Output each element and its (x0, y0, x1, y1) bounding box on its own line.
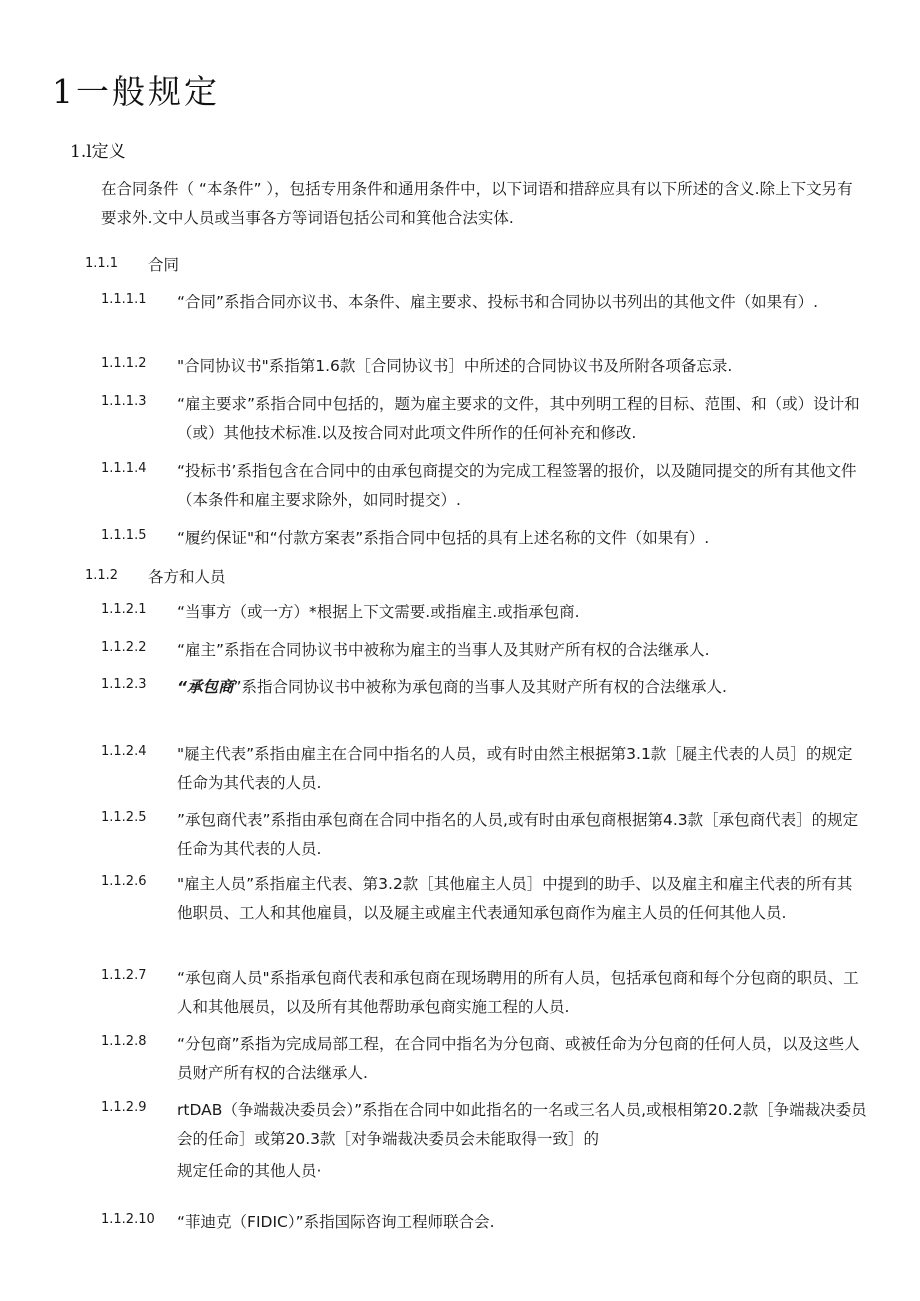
subsection-title: 各方和人员 (148, 568, 226, 586)
item-number: 1.1.1.2 (101, 356, 147, 371)
item-text: "合同协议书"系指第1.6款［合同协议书］中所述的合同协议书及所附各项备忘录. (177, 357, 733, 375)
item-number: 1.1.2.2 (101, 640, 147, 655)
item-text: “分包商”系指为完成局部工程，在合同中指名为分包商、或被任命为分包商的任何人员，以及这些人员财产所有权的合法继承人. (177, 1035, 860, 1082)
intro-paragraph: 在合同条件（ “本条件” ），包括专用条件和通用条件中，以下词语和措辞应具有以下所述的含义.除上下文另有要求外.文中人员或当事各方等词语包括公司和箕他合法实体. (101, 180, 853, 227)
item-number: 1.1.2.1 (101, 602, 147, 617)
subsection-number: 1.1.1 (85, 256, 119, 271)
item-number: 1.1.2.8 (101, 1034, 147, 1049)
item-text: "雇主人员”系指雇主代表、第3.2款［其他雇主人员］中提到的助手、以及雇主和雇主代表的所有其他职员、工人和其他雇員，以及屣主或雇主代表通知承包商作为雇主人员的任何其他人员. (177, 875, 853, 922)
item-emphasis: “承包商 (177, 678, 234, 696)
item-text: “投标书’系指包含在合同中的由承包商提交的为完成工程签署的报价，以及随同提交的所有其他文件（本条件和雇主要求除外，如同时提交）. (177, 462, 857, 509)
item-number: 1.1.1.4 (101, 461, 147, 476)
item-number: 1.1.2.10 (101, 1212, 155, 1227)
item-number: 1.1.2.5 (101, 810, 147, 825)
section-heading: 1.l定义 (70, 142, 126, 162)
item-number: 1.1.2.9 (101, 1100, 147, 1115)
chapter-heading: 1一般规定 (52, 72, 220, 111)
item-number: 1.1.1.3 (101, 394, 147, 409)
item-text-rest: ”系指合同协议书中被称为承包商的当事人及其财产所有权的合法继承人. (233, 678, 727, 696)
item-text: “履约保证"和“付款方案表”系指合同中包括的具有上述名称的文件（如果有）. (177, 529, 710, 547)
item-number: 1.1.2.7 (101, 968, 147, 983)
item-text: “合同”系指合同亦议书、本条件、雇主要求、投标书和合同协以书列出的其他文件（如果有）. (177, 293, 818, 311)
subsection-number: 1.1.2 (85, 568, 119, 583)
item-text: ”承包商代表”系指由承包商在合同中指名的人员,或有时由承包商根据第4.3款［承包商代表］的规定任命为其代表的人员. (177, 811, 859, 858)
item-number: 1.1.2.4 (101, 744, 147, 759)
item-text: "屣主代表”系指由雇主在合同中指名的人员，或有时由然主根据第3.1款［屣主代表的人员］的规定任命为其代表的人员. (177, 745, 853, 792)
item-text: “雇主”系指在合同协议书中被称为雇主的当事人及其财产所有权的合法继承人. (177, 641, 710, 659)
item-text (177, 673, 777, 702)
item-text: “雇主要求”系指合同中包括的，题为雇主要求的文件，其中列明工程的目标、范围、和（或）设计和（或）其他技术标准.以及按合同对此项文件所作的任何补充和修改. (177, 395, 860, 442)
item-text: “承包商人员"系指承包商代表和承包商在现场聘用的所有人员，包括承包商和每个分包商的职员、工人和其他展员，以及所有其他帮助承包商实施工程的人员. (177, 969, 859, 1016)
item-number: 1.1.1.1 (101, 292, 147, 307)
item-text: rtDAB（争端裁决委员会）”系指在合同中如此指名的一名或三名人员,或根相第20.2款［争端裁决委员会的任命］或第20.3款［对争端裁决委员会未能取得一致］的 (177, 1101, 867, 1148)
item-number: 1.1.2.6 (101, 874, 147, 889)
item-text-continued: 规定任命的其他人员· (177, 1162, 322, 1180)
item-text: “菲迪克（FIDIC）”系指国际咨询工程师联合会. (177, 1213, 495, 1231)
item-text: “当事方（或一方）*根据上下文需要.或指雇主.或指承包商. (177, 603, 580, 621)
item-number: 1.1.2.3 (101, 677, 147, 692)
item-number: 1.1.1.5 (101, 528, 147, 543)
subsection-title: 合同 (148, 256, 180, 274)
